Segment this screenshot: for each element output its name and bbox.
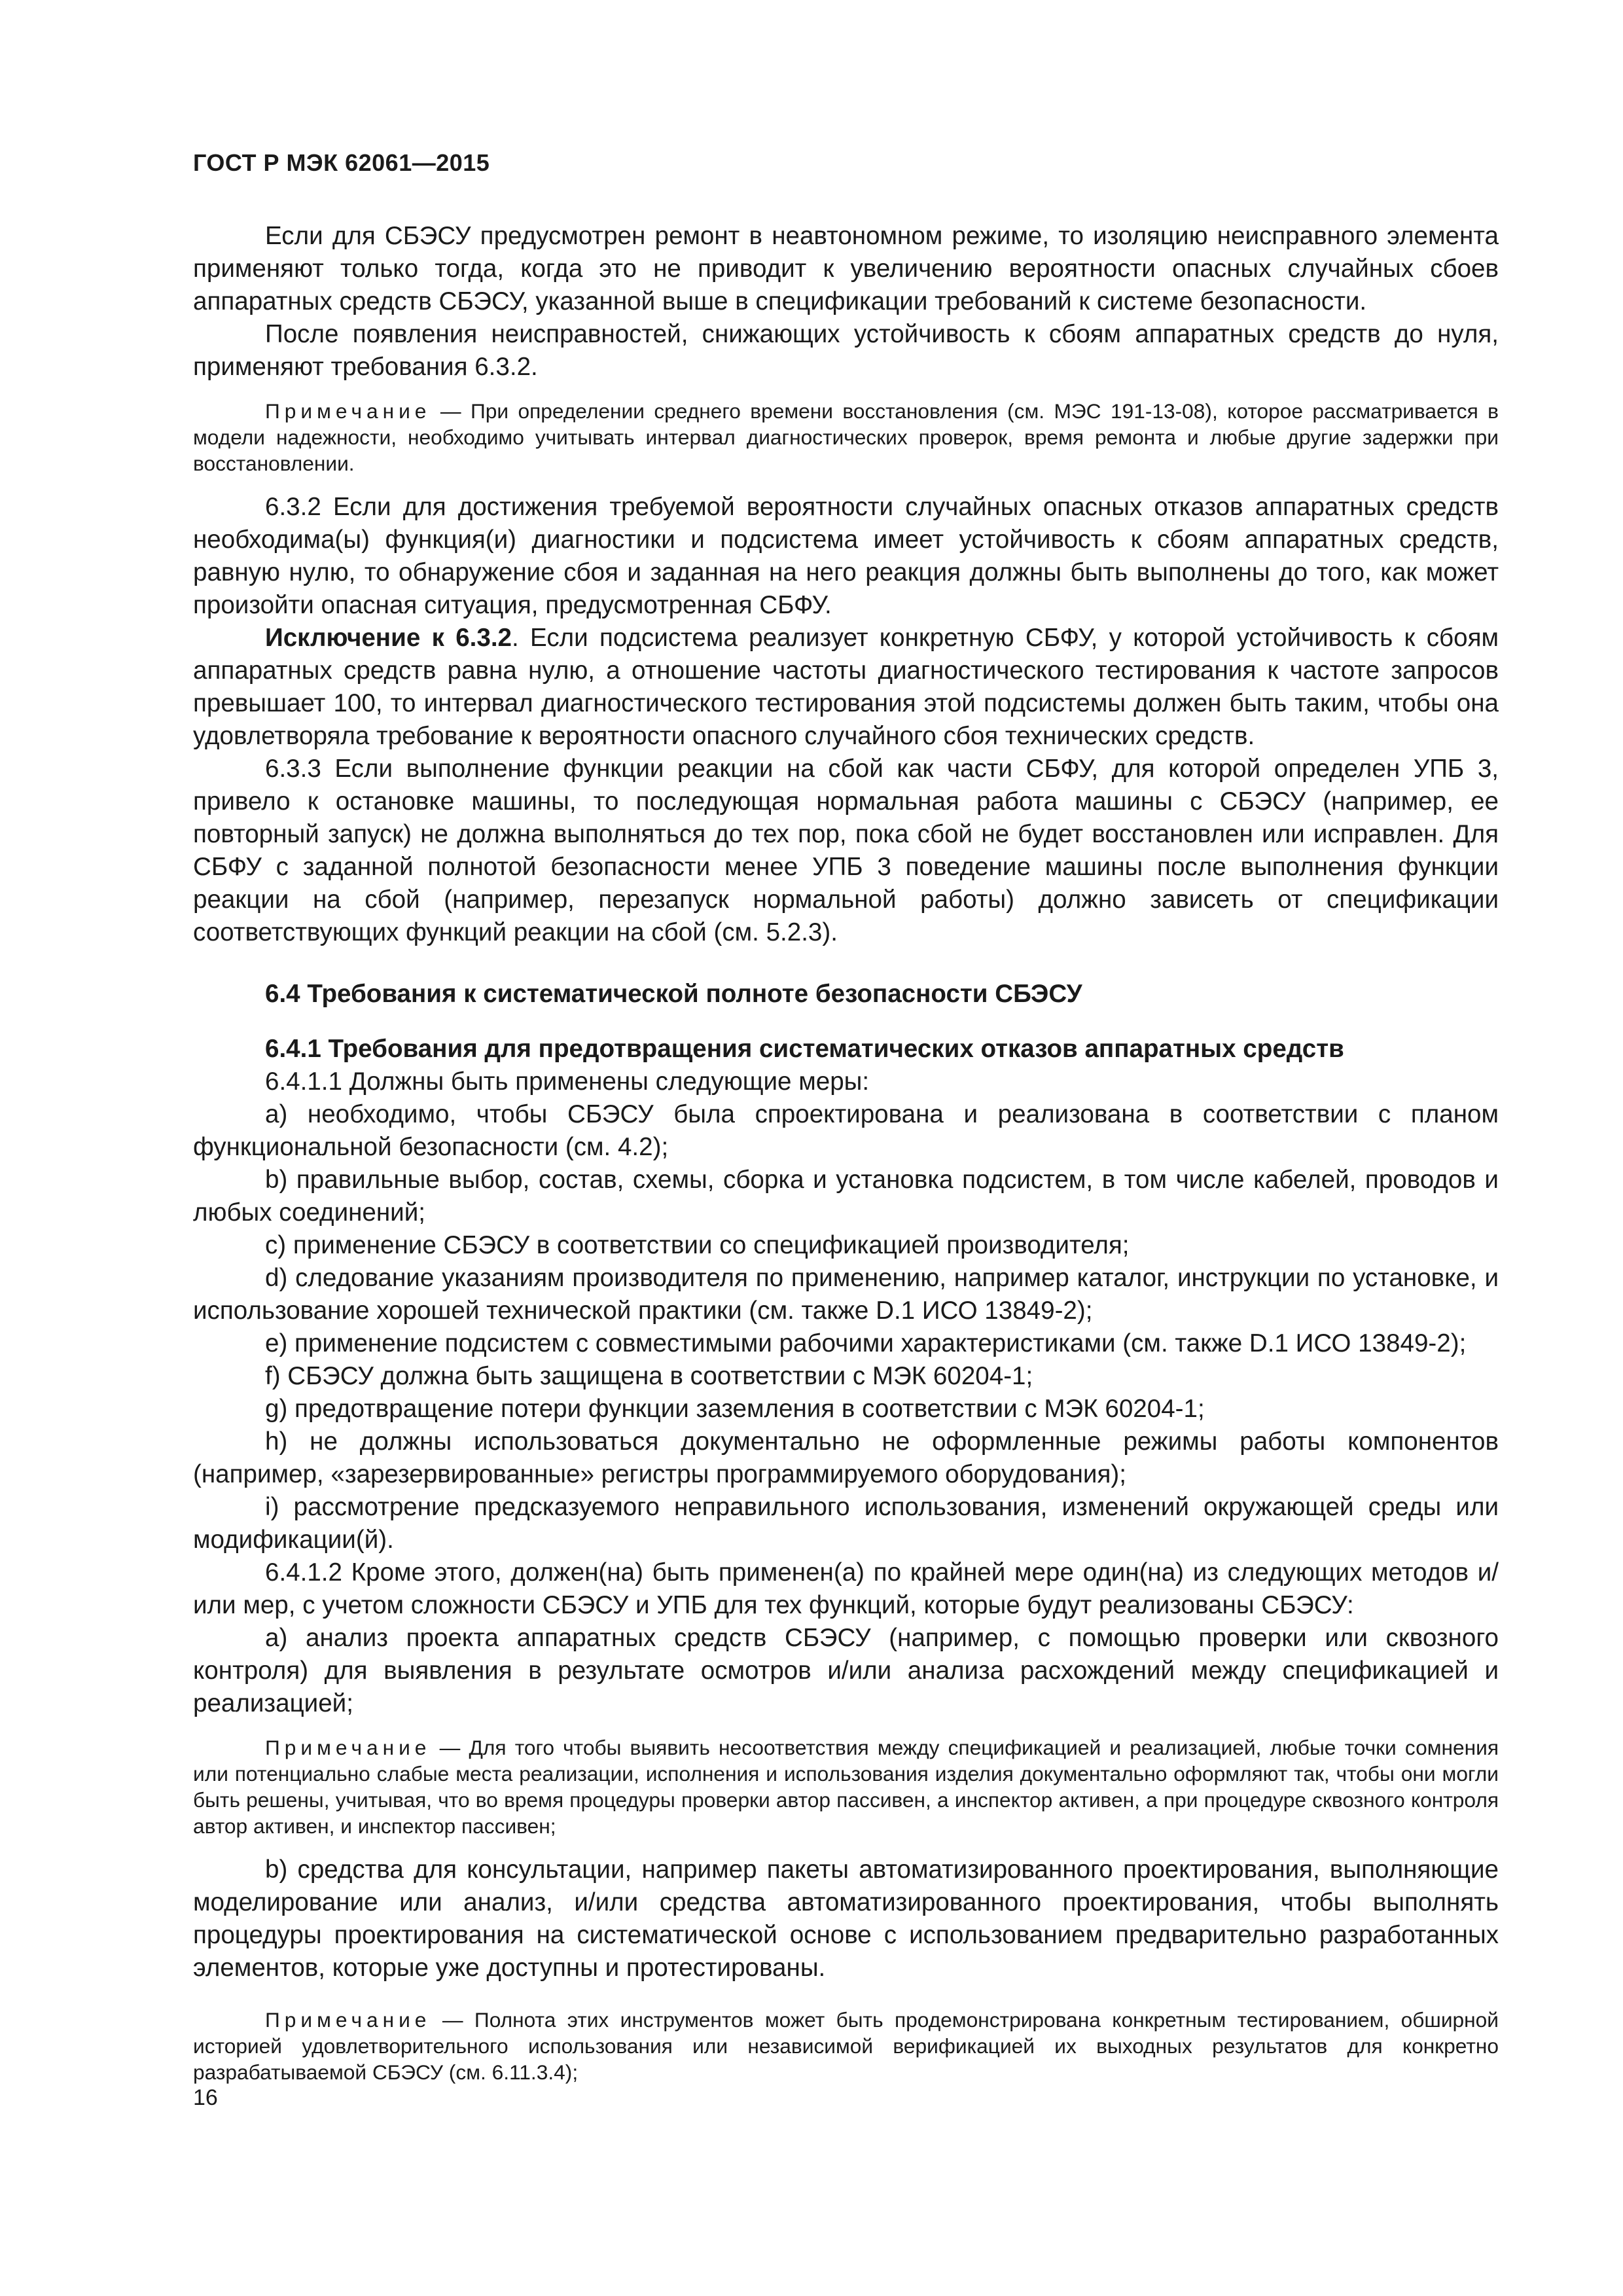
section-title-6-4: 6.4 Требования к систематической полноте безопасности СБЭСУ [265, 980, 1082, 1008]
list-item: i) рассмотрение предсказуемого неправильного использования, изменений окружающей среды или модификации(й). [193, 1493, 1499, 1554]
note-inspection [193, 1734, 1499, 1839]
list-item-b2: b) средства для консультации, например пакеты автоматизированного проектирования, выполняющие моделирование или анализ, и/или средства автоматизированного проектирования, чтобы выполнять процедуры проектирования на систематической основе с использованием предварительно разработанных элементов, которые уже доступны и протестированы. [193, 1856, 1499, 1982]
paragraph-after-faults: После появления неисправностей, снижающих устойчивость к сбоям аппаратных средств до нуля, применяют требования 6.3.2. [193, 320, 1499, 381]
paragraph-6-3-2: 6.3.2 Если для достижения требуемой вероятности случайных опасных отказов аппаратных средств необходима(ы) функция(и) диагностики и подсистема имеет устойчивость к сбоям аппаратных средств, равную нулю, то обнаружение сбоя и заданная на него реакция должны быть выполнены до того, как может произойти опасная ситуация, предусмотренная СБФУ. [193, 493, 1499, 619]
note-text: — При определении среднего времени восстановления (см. МЭС 191-13-08), которое рассматривается в модели надежности, необходимо учитывать интервал диагностических проверок, время ремонта и любые другие задержки при восстановлении. [193, 399, 1499, 475]
list-item-a2: а) анализ проекта аппаратных средств СБЭСУ (например, с помощью проверки или сквозного контроля) для выявления в результате осмотров и/или анализа расхождений между спецификацией и реализацией; [193, 1624, 1499, 1717]
page-content [193, 220, 1499, 2085]
exception-label: Исключение к 6.3.2 [265, 624, 512, 652]
paragraph-exception-6-3-2 [193, 622, 1499, 753]
paragraph-6-4-1-2: 6.4.1.2 Кроме этого, должен(на) быть применен(а) по крайней мере один(на) из следующих методов и/или мер, с учетом сложности СБЭСУ и УПБ для тех функций, которые будут реализованы СБЭСУ: [193, 1558, 1499, 1619]
note-recovery-time [193, 398, 1499, 476]
document-header: ГОСТ Р МЭК 62061—2015 [193, 149, 490, 176]
list-item: f) СБЭСУ должна быть защищена в соответствии с МЭК 60204-1; [265, 1362, 1033, 1390]
list-item: b) правильные выбор, состав, схемы, сборка и установка подсистем, в том числе кабелей, проводов и любых соединений; [193, 1166, 1499, 1227]
section-title-6-4-1: 6.4.1 Требования для предотвращения систематических отказов аппаратных средств [265, 1035, 1344, 1063]
page-number: 16 [193, 2085, 218, 2110]
exception-text: . Если подсистема реализует конкретную СБФУ, у которой устойчивость к сбоям аппаратных средств равна нулю, а отношение частоты диагностического тестирования к частоте запросов превышает 100, то интервал диагностического тестирования этой подсистемы должен быть таким, чтобы она удовлетворяла требование к вероятности опасного случайного сбоя технических средств. [193, 624, 1499, 750]
paragraph-6-4-1-1: 6.4.1.1 Должны быть применены следующие меры: [265, 1067, 870, 1096]
measures-list [193, 1098, 1499, 1556]
paragraph-6-3-3: 6.3.3 Если выполнение функции реакции на сбой как части СБФУ, для которой определен УПБ 3, привело к остановке машины, то последующая нормальная работа машины с СБЭСУ (например, ее повторный запуск) не должна выполняться до тех пор, пока сбой не будет восстановлен или исправлен. Для СБФУ с заданной полнотой безопасности менее УПБ 3 поведение машины после выполнения функции реакции на сбой (например, перезапуск нормальной работы) должно зависеть от спецификации соответствующих функций реакции на сбой (см. 5.2.3). [193, 755, 1499, 946]
note-text: — Полнота этих инструментов может быть продемонстрирована конкретным тестированием, обширной историей удовлетворительного использования или независимой верификацией их выходных результатов для конкретно разрабатываемой СБЭСУ (см. 6.11.3.4); [193, 2008, 1499, 2084]
note-tools [193, 2007, 1499, 2085]
note-label: Примечание [265, 1736, 431, 1759]
list-item: е) применение подсистем с совместимыми рабочими характеристиками (см. также D.1 ИСО 13849-2); [265, 1329, 1467, 1357]
note-label: Примечание [265, 2008, 431, 2032]
list-item: d) следование указаниям производителя по применению, например каталог, инструкции по установке, и использование хорошей технической практики (см. также D.1 ИСО 13849-2); [193, 1264, 1499, 1325]
list-item: с) применение СБЭСУ в соответствии со спецификацией производителя; [265, 1231, 1130, 1259]
paragraph-repair: Если для СБЭСУ предусмотрен ремонт в неавтономном режиме, то изоляцию неисправного элемента применяют только тогда, когда это не приводит к увеличению вероятности опасных случайных сбоев аппаратных средств СБЭСУ, указанной выше в спецификации требований к системе безопасности. [193, 222, 1499, 315]
note-text: — Для того чтобы выявить несоответствия между спецификацией и реализацией, любые точки сомнения или потенциально слабые места реализации, исполнения и использования изделия документально оформляют так, чтобы они могли быть решены, учитывая, что во время процедуры проверки автор пассивен, а инспектор активен, а при процедуре сквозного контроля автор активен, и инспектор пассивен; [193, 1736, 1499, 1838]
list-item: h) не должны использоваться документально не оформленные режимы работы компонентов (например, «зарезервированные» регистры программируемого оборудования); [193, 1427, 1499, 1488]
list-item: а) необходимо, чтобы СБЭСУ была спроектирована и реализована в соответствии с планом функциональной безопасности (см. 4.2); [193, 1100, 1499, 1161]
note-label: Примечание [265, 399, 431, 423]
list-item: g) предотвращение потери функции заземления в соответствии с МЭК 60204-1; [265, 1395, 1205, 1423]
